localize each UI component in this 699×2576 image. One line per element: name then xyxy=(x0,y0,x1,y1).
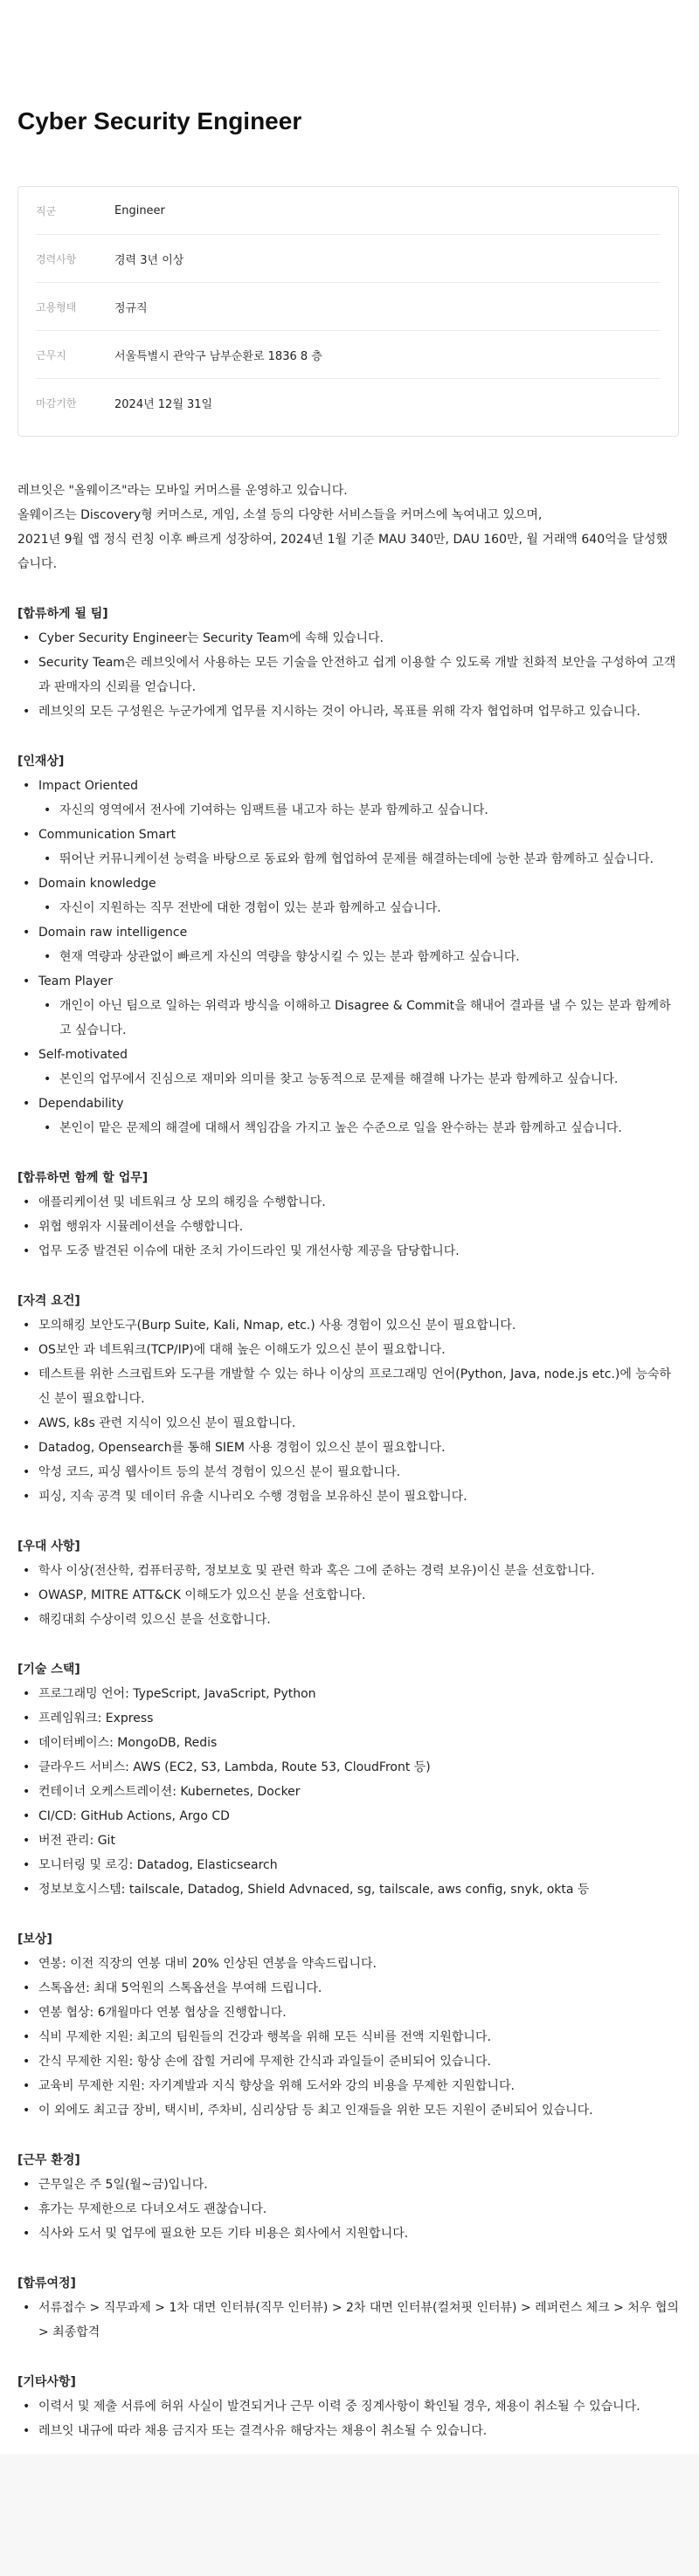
list-item: • 레브잇의 모든 구성원은 누군가에게 업무를 지시하는 것이 아니라, 목표를 위해 각자 협업하며 업무하고 있습니다. xyxy=(38,699,679,724)
list-item: • 스톡옵션: 최대 5억원의 스톡옵션을 부여해 드립니다. xyxy=(38,1976,679,2001)
section xyxy=(17,2370,679,2443)
job-description xyxy=(17,479,679,2443)
list-item-text: Dependability xyxy=(38,1097,124,1111)
section xyxy=(17,2271,679,2345)
sub-list xyxy=(38,945,679,969)
job-title: Cyber Security Engineer xyxy=(17,107,302,134)
sub-list-item: • 뛰어난 커뮤니케이션 능력을 바탕으로 동료와 함께 협업하여 문제를 해결하는데에 능한 분과 함께하고 싶습니다. xyxy=(59,847,679,871)
list-item-text: Self-motivated xyxy=(38,1048,128,1062)
list-item: • 이력서 및 제출 서류에 허위 사실이 발견되거나 근무 이력 중 징계사항이 확인될 경우, 채용이 취소될 수 있습니다. xyxy=(38,2394,679,2419)
section-heading: [합류하게 될 팀] xyxy=(17,607,108,621)
list-item: • 모의해킹 보안도구(Burp Suite, Kali, Nmap, etc.) 사용 경험이 있으신 분이 필요합니다. xyxy=(38,1313,679,1338)
list-item: • 컨테이너 오케스트레이션: Kubernetes, Docker xyxy=(38,1780,679,1804)
list-item: • 모니터링 및 로깅: Datadog, Elasticsearch xyxy=(38,1853,679,1877)
section-heading: [기타사항] xyxy=(17,2375,76,2389)
bullet-list xyxy=(17,1559,679,1632)
list-item: • 식비 무제한 지원: 최고의 팀원들의 건강과 행복을 위해 모든 식비를 전액 지원합니다. xyxy=(38,2025,679,2049)
section xyxy=(17,1534,679,1632)
info-value: 2024년 12월 31일 xyxy=(114,397,213,411)
list-item: • 간식 무제한 지원: 항상 손에 잡힐 거리에 무제한 간식과 과일들이 준비되어 있습니다. xyxy=(38,2049,679,2074)
list-item xyxy=(38,774,679,823)
list-item: • 프레임워크: Express xyxy=(38,1706,679,1731)
list-item: • 식사와 도서 및 업무에 필요한 모든 기타 비용은 회사에서 지원합니다. xyxy=(38,2221,679,2246)
list-item-text: Impact Oriented xyxy=(38,779,139,793)
list-item xyxy=(38,920,679,969)
list-item: • 악성 코드, 피싱 웹사이트 등의 분석 경험이 있으신 분이 필요합니다. xyxy=(38,1460,679,1484)
section-heading: [기술 스택] xyxy=(17,1663,80,1677)
info-label: 고용형태 xyxy=(36,300,77,313)
bullet-list xyxy=(17,2296,679,2345)
list-item: • OWASP, MITRE ATT&CK 이해도가 있으신 분을 선호합니다. xyxy=(38,1583,679,1608)
info-label: 마감기한 xyxy=(36,396,77,410)
list-item: • CI/CD: GitHub Actions, Argo CD xyxy=(38,1804,679,1829)
info-row xyxy=(36,283,661,331)
list-item-text: Domain raw intelligence xyxy=(38,926,188,940)
section-heading: [합류하면 함께 할 업무] xyxy=(17,1171,149,1185)
list-item: • 프로그래밍 언어: TypeScript, JavaScript, Python xyxy=(38,1682,679,1706)
info-row xyxy=(36,187,661,235)
sub-list-item: • 본인이 맡은 문제의 해결에 대해서 책임감을 가지고 높은 수준으로 일을 완수하는 분과 함께하고 싶습니다. xyxy=(59,1116,679,1140)
sub-list xyxy=(38,798,679,823)
list-item: • 레브잇 내규에 따라 채용 금지자 또는 결격사유 해당자는 채용이 취소될 수 있습니다. xyxy=(38,2419,679,2443)
section xyxy=(17,2148,679,2246)
list-item: • OS보안 과 네트워크(TCP/IP)에 대해 높은 이해도가 있으신 분이 필요합니다. xyxy=(38,1338,679,1362)
list-item: • 피싱, 지속 공격 및 데이터 유출 시나리오 수행 경험을 보유하신 분이 필요합니다. xyxy=(38,1484,679,1509)
list-item: • 근무일은 주 5일(월~금)입니다. xyxy=(38,2173,679,2197)
job-info-box xyxy=(17,186,679,437)
info-value: 경력 3년 이상 xyxy=(114,253,184,267)
bullet-list xyxy=(17,626,679,724)
info-label: 근무지 xyxy=(36,348,66,362)
list-item: • 위협 행위자 시뮬레이션을 수행합니다. xyxy=(38,1215,679,1239)
list-item xyxy=(38,1043,679,1092)
sub-list-item: • 개인이 아닌 팀으로 일하는 위력과 방식을 이해하고 Disagree & Commit을 해내어 결과를 낼 수 있는 분과 함께하고 싶습니다. xyxy=(59,994,679,1043)
list-item-text: Communication Smart xyxy=(38,828,176,842)
info-label: 경력사항 xyxy=(36,252,77,265)
list-item: • 클라우드 서비스: AWS (EC2, S3, Lambda, Route 53, CloudFront 등) xyxy=(38,1755,679,1780)
section xyxy=(17,1657,679,1902)
info-label: 직군 xyxy=(36,204,57,217)
sub-list xyxy=(38,896,679,920)
intro-paragraph: 레브잇은 "올웨이즈"라는 모바일 커머스를 운영하고 있습니다. xyxy=(17,484,348,498)
list-item-text: Team Player xyxy=(38,975,114,988)
bullet-list xyxy=(17,1682,679,1902)
section-heading: [우대 사항] xyxy=(17,1539,80,1553)
intro xyxy=(17,479,679,576)
list-item-text: Domain knowledge xyxy=(38,877,156,891)
list-item xyxy=(38,969,679,1043)
list-item xyxy=(38,823,679,871)
sub-list-item: • 자신이 지원하는 직무 전반에 대한 경험이 있는 분과 함께하고 싶습니다. xyxy=(59,896,679,920)
list-item: • 교육비 무제한 지원: 자기계발과 지식 향상을 위해 도서와 강의 비용을 무제한 지원합니다. xyxy=(38,2074,679,2098)
info-row xyxy=(36,331,661,379)
sub-list-item: • 현재 역량과 상관없이 빠르게 자신의 역량을 향상시킬 수 있는 분과 함께하고 싶습니다. xyxy=(59,945,679,969)
info-value: 정규직 xyxy=(114,301,148,315)
section-heading: [인재상] xyxy=(17,754,65,768)
section xyxy=(17,1289,679,1509)
list-item: • 애플리케이션 및 네트워크 상 모의 해킹을 수행합니다. xyxy=(38,1190,679,1215)
info-value: 서울특별시 관악구 남부순환로 1836 8 층 xyxy=(114,349,322,363)
section xyxy=(17,1166,679,1264)
intro-paragraph: 2021년 9월 앱 정식 런칭 이후 빠르게 성장하여, 2024년 1월 기준 MAU 340만, DAU 160만, 월 거래액 640억을 달성했습니다. xyxy=(17,533,668,571)
bullet-list xyxy=(17,2394,679,2443)
list-item: • 버전 관리: Git xyxy=(38,1829,679,1853)
sub-list xyxy=(38,847,679,871)
section xyxy=(17,1927,679,2123)
bullet-list xyxy=(17,1313,679,1509)
list-item: • 정보보호시스템: tailscale, Datadog, Shield Advnaced, sg, tailscale, aws config, snyk, okta 등 xyxy=(38,1877,679,1902)
intro-paragraph: 올웨이즈는 Discovery형 커머스로, 게임, 소셜 등의 다양한 서비스들을 커머스에 녹여내고 있으며, xyxy=(17,508,543,522)
list-item: • 서류접수 > 직무과제 > 1차 대면 인터뷰(직무 인터뷰) > 2차 대면 인터뷰(컬쳐핏 인터뷰) > 레퍼런스 체크 > 처우 협의 > 최종합격 xyxy=(38,2296,679,2345)
list-item: • AWS, k8s 관련 지식이 있으신 분이 필요합니다. xyxy=(38,1411,679,1436)
bullet-list xyxy=(17,774,679,1140)
bullet-list xyxy=(17,1190,679,1264)
bullet-list xyxy=(17,2173,679,2246)
sub-list-item: • 본인의 업무에서 진심으로 재미와 의미를 찾고 능동적으로 문제를 해결해 나가는 분과 함께하고 싶습니다. xyxy=(59,1067,679,1092)
section xyxy=(17,602,679,724)
sections xyxy=(17,602,679,2443)
list-item: • 학사 이상(전산학, 컴퓨터공학, 정보보호 및 관련 학과 혹은 그에 준하는 경력 보유)이신 분을 선호합니다. xyxy=(38,1559,679,1583)
list-item: • 데이터베이스: MongoDB, Redis xyxy=(38,1731,679,1755)
bullet-list xyxy=(17,1952,679,2123)
section-heading: [근무 환경] xyxy=(17,2153,80,2167)
sub-list xyxy=(38,1116,679,1140)
section-heading: [합류여정] xyxy=(17,2276,76,2290)
list-item: • Datadog, Opensearch를 통해 SIEM 사용 경험이 있으신 분이 필요합니다. xyxy=(38,1436,679,1460)
list-item: • Security Team은 레브잇에서 사용하는 모든 기술을 안전하고 쉽게 이용할 수 있도록 개발 친화적 보안을 구성하여 고객과 판매자의 신뢰를 얻습니다. xyxy=(38,651,679,699)
info-value: Engineer xyxy=(114,203,165,217)
sub-list xyxy=(38,1067,679,1092)
section xyxy=(17,749,679,1140)
section-heading: [보상] xyxy=(17,1932,52,1946)
sub-list xyxy=(38,994,679,1043)
list-item: • 업무 도중 발견된 이슈에 대한 조치 가이드라인 및 개선사항 제공을 담당합니다. xyxy=(38,1239,679,1264)
list-item: • 이 외에도 최고급 장비, 택시비, 주차비, 심리상담 등 최고 인재들을 위한 모든 지원이 준비되어 있습니다. xyxy=(38,2098,679,2123)
sub-list-item: • 자신의 영역에서 전사에 기여하는 임팩트를 내고자 하는 분과 함께하고 싶습니다. xyxy=(59,798,679,823)
list-item: • 테스트를 위한 스크립트와 도구를 개발할 수 있는 하나 이상의 프로그래밍 언어(Python, Java, node.js etc.)에 능숙하신 분이 필요합니다. xyxy=(38,1362,679,1411)
section-heading: [자격 요건] xyxy=(17,1294,80,1308)
list-item xyxy=(38,871,679,920)
list-item: • 휴가는 무제한으로 다녀오셔도 괜찮습니다. xyxy=(38,2197,679,2221)
list-item: • 해킹대회 수상이력 있으신 분을 선호합니다. xyxy=(38,1608,679,1632)
list-item xyxy=(38,1092,679,1140)
info-row xyxy=(36,379,661,426)
list-item: • 연봉: 이전 직장의 연봉 대비 20% 인상된 연봉을 약속드립니다. xyxy=(38,1952,679,1976)
info-row xyxy=(36,235,661,283)
list-item: • 연봉 협상: 6개월마다 연봉 협상을 진행합니다. xyxy=(38,2001,679,2025)
list-item: • Cyber Security Engineer는 Security Team에 속해 있습니다. xyxy=(38,626,679,651)
